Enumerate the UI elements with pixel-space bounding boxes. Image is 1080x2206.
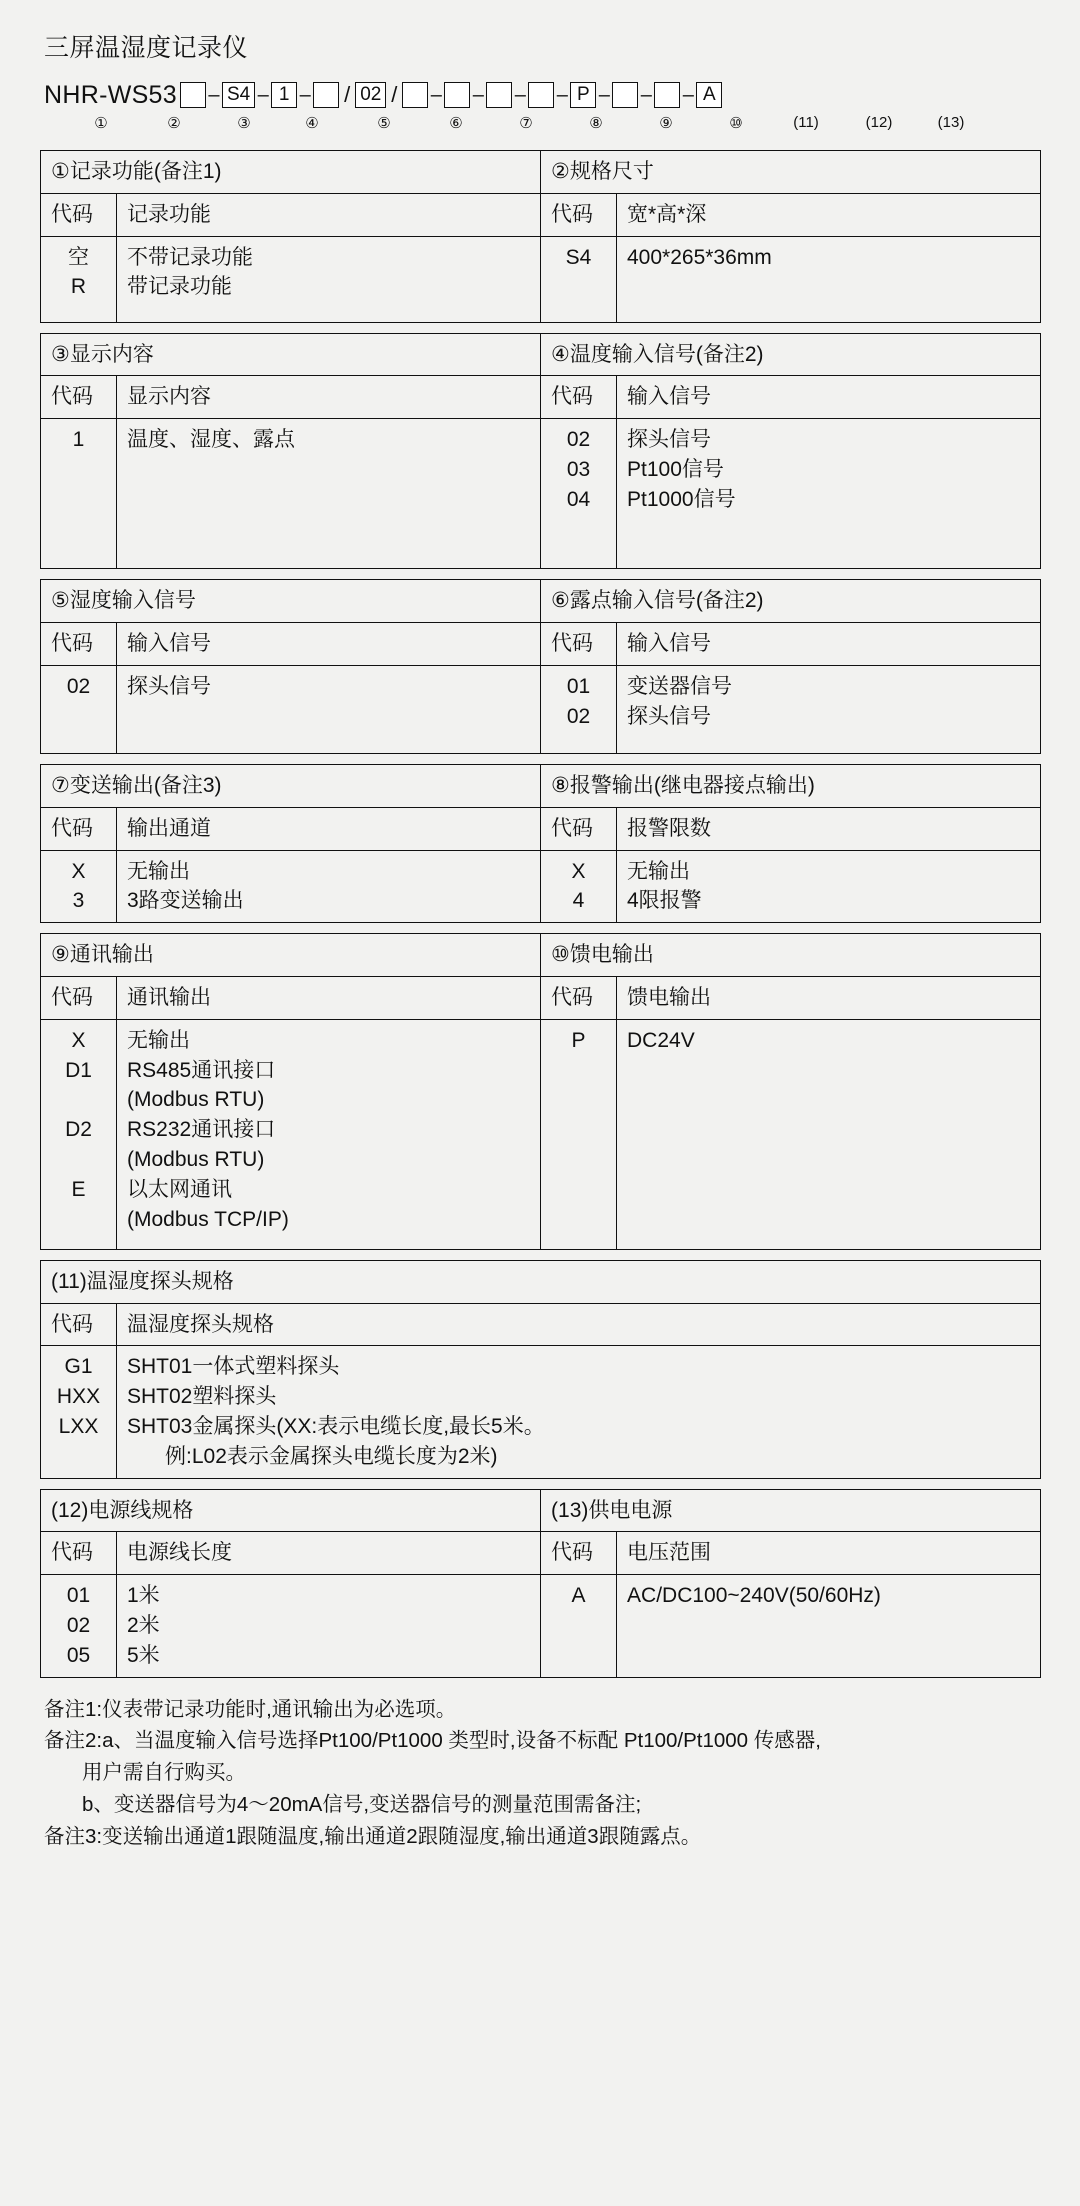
col-header-code-13: 代码 — [541, 1532, 617, 1575]
values-7: 无输出 3路变送输出 — [117, 850, 541, 923]
index-11: (11) — [793, 114, 819, 131]
table-section-5-6 — [40, 579, 1041, 754]
page-title: 三屏温湿度记录仪 — [44, 34, 249, 62]
index-10: ⑩ — [729, 115, 743, 132]
col-header-code-11: 代码 — [41, 1303, 117, 1346]
index-7: ⑦ — [519, 115, 533, 132]
section-title-7: ⑦变送输出(备注3) — [41, 764, 541, 807]
table-row — [41, 665, 1041, 753]
table-row — [41, 1346, 1041, 1478]
note-3: 备注3:变送输出通道1跟随温度,输出通道2跟随湿度,输出通道3跟随露点。 — [44, 1824, 702, 1848]
code-box-7[interactable] — [444, 82, 470, 108]
table-section-12-13 — [40, 1489, 1041, 1678]
table-section-11 — [40, 1260, 1041, 1479]
table-row — [41, 333, 1041, 376]
col-header-code-3: 代码 — [41, 376, 117, 419]
code-box-12[interactable] — [654, 82, 680, 108]
col-header-value-10: 馈电输出 — [617, 976, 1041, 1019]
table-row — [41, 623, 1041, 666]
code-box-9[interactable] — [528, 82, 554, 108]
codes-4: 02 03 04 — [541, 419, 617, 569]
code-box-4[interactable] — [313, 82, 339, 108]
index-3: ③ — [237, 115, 251, 132]
code-box-2[interactable]: S4 — [222, 82, 255, 108]
table-row — [41, 1303, 1041, 1346]
code-box-10[interactable]: P — [570, 82, 596, 108]
section-title-6: ⑥露点输入信号(备注2) — [541, 580, 1041, 623]
col-header-code-7: 代码 — [41, 807, 117, 850]
table-row — [41, 376, 1041, 419]
codes-3: 1 — [41, 419, 117, 569]
section-title-4: ④温度输入信号(备注2) — [541, 333, 1041, 376]
code-box-6[interactable] — [402, 82, 428, 108]
section-title-10: ⑩馈电输出 — [541, 934, 1041, 977]
section-title-11: (11)温湿度探头规格 — [41, 1260, 1041, 1303]
table-section-3-4 — [40, 333, 1041, 570]
values-10: DC24V — [617, 1019, 1041, 1249]
section-title-13: (13)供电电源 — [541, 1489, 1041, 1532]
table-section-7-8 — [40, 764, 1041, 923]
codes-11: G1 HXX LXX — [41, 1346, 117, 1478]
index-12: (12) — [865, 114, 893, 131]
col-header-code-1: 代码 — [41, 193, 117, 236]
index-9: ⑨ — [659, 115, 673, 132]
col-header-value-3: 显示内容 — [117, 376, 541, 419]
values-11: SHT01一体式塑料探头 SHT02塑料探头 SHT03金属探头(XX:表示电缆长度,最长5米。 例:L02表示金属探头电缆长度为2米) — [117, 1346, 1041, 1478]
table-row — [41, 419, 1041, 569]
index-4: ④ — [305, 115, 319, 132]
values-1: 不带记录功能 带记录功能 — [117, 236, 541, 322]
separator-9: – — [556, 83, 568, 106]
col-header-code-8: 代码 — [541, 807, 617, 850]
codes-6: 01 02 — [541, 665, 617, 753]
index-5: ⑤ — [377, 115, 391, 132]
values-12: 1米 2米 5米 — [117, 1575, 541, 1677]
separator-3: – — [299, 83, 311, 106]
separator-2: – — [257, 83, 269, 106]
codes-10: P — [541, 1019, 617, 1249]
col-header-value-13: 电压范围 — [617, 1532, 1041, 1575]
separator-8: – — [514, 83, 526, 106]
table-row — [41, 193, 1041, 236]
separator-10: – — [598, 83, 610, 106]
col-header-code-12: 代码 — [41, 1532, 117, 1575]
section-title-1: ①记录功能(备注1) — [41, 151, 541, 194]
col-header-value-2: 宽*高*深 — [617, 193, 1041, 236]
col-header-value-9: 通讯输出 — [117, 976, 541, 1019]
col-header-value-5: 输入信号 — [117, 623, 541, 666]
separator-6: – — [430, 83, 442, 106]
col-header-value-7: 输出通道 — [117, 807, 541, 850]
col-header-value-12: 电源线长度 — [117, 1532, 541, 1575]
separator-12: – — [682, 83, 694, 106]
table-row — [41, 934, 1041, 977]
note-1: 备注1:仪表带记录功能时,通讯输出为必选项。 — [44, 1697, 457, 1721]
values-4: 探头信号 Pt100信号 Pt1000信号 — [617, 419, 1041, 569]
code-box-8[interactable] — [486, 82, 512, 108]
values-5: 探头信号 — [117, 665, 541, 753]
table-row — [41, 236, 1041, 322]
col-header-code-10: 代码 — [541, 976, 617, 1019]
notes-block — [44, 1694, 1040, 1853]
codes-8: X 4 — [541, 850, 617, 923]
codes-2: S4 — [541, 236, 617, 322]
code-box-3[interactable]: 1 — [271, 82, 297, 108]
table-row — [41, 1575, 1041, 1677]
separator-7: – — [472, 83, 484, 106]
code-box-13[interactable]: A — [696, 82, 722, 108]
values-3: 温度、湿度、露点 — [117, 419, 541, 569]
note-2-line-2: 用户需自行购买。 — [82, 1761, 246, 1785]
table-row — [41, 850, 1041, 923]
codes-7: X 3 — [41, 850, 117, 923]
model-code-line — [44, 78, 1040, 112]
col-header-value-6: 输入信号 — [617, 623, 1041, 666]
col-header-value-1: 记录功能 — [117, 193, 541, 236]
table-section-1-2 — [40, 150, 1041, 323]
col-header-code-2: 代码 — [541, 193, 617, 236]
separator-11: – — [640, 83, 652, 106]
index-6: ⑥ — [449, 115, 463, 132]
table-row — [41, 764, 1041, 807]
table-row — [41, 807, 1041, 850]
values-2: 400*265*36mm — [617, 236, 1041, 322]
table-row — [41, 976, 1041, 1019]
values-9: 无输出 RS485通讯接口 (Modbus RTU) RS232通讯接口 (Modbus RTU) 以太网通讯 (Modbus TCP/IP) — [117, 1019, 541, 1249]
table-row — [41, 1019, 1041, 1249]
separator-1: – — [208, 83, 220, 106]
section-title-3: ③显示内容 — [41, 333, 541, 376]
table-row — [41, 1532, 1041, 1575]
codes-1: 空 R — [41, 236, 117, 322]
note-2-line-3: b、变送器信号为4～20mA信号,变送器信号的测量范围需备注; — [82, 1792, 642, 1816]
values-6: 变送器信号 探头信号 — [617, 665, 1041, 753]
codes-9: X D1 D2 E — [41, 1019, 117, 1249]
model-prefix: NHR-WS53 — [44, 80, 177, 109]
table-row — [41, 1260, 1041, 1303]
index-2: ② — [167, 115, 181, 132]
values-13: AC/DC100~240V(50/60Hz) — [617, 1575, 1041, 1677]
separator-5: / — [391, 82, 398, 107]
table-row — [41, 151, 1041, 194]
section-title-9: ⑨通讯输出 — [41, 934, 541, 977]
col-header-code-5: 代码 — [41, 623, 117, 666]
codes-12: 01 02 05 — [41, 1575, 117, 1677]
col-header-code-4: 代码 — [541, 376, 617, 419]
code-box-1[interactable] — [180, 82, 206, 108]
col-header-value-8: 报警限数 — [617, 807, 1041, 850]
index-8: ⑧ — [589, 115, 603, 132]
table-row — [41, 1489, 1041, 1532]
model-index-row — [44, 114, 1040, 140]
section-title-5: ⑤湿度输入信号 — [41, 580, 541, 623]
note-2-line-1: 备注2:a、当温度输入信号选择Pt100/Pt1000 类型时,设备不标配 Pt100/Pt1000 传感器, — [44, 1729, 821, 1753]
values-8: 无输出 4限报警 — [617, 850, 1041, 923]
col-header-value-11: 温湿度探头规格 — [117, 1303, 1041, 1346]
table-section-9-10 — [40, 933, 1041, 1250]
col-header-value-4: 输入信号 — [617, 376, 1041, 419]
code-box-11[interactable] — [612, 82, 638, 108]
codes-5: 02 — [41, 665, 117, 753]
code-box-5[interactable]: 02 — [355, 82, 386, 108]
separator-4: / — [344, 82, 351, 107]
codes-13: A — [541, 1575, 617, 1677]
col-header-code-9: 代码 — [41, 976, 117, 1019]
section-title-8: ⑧报警输出(继电器接点输出) — [541, 764, 1041, 807]
section-title-12: (12)电源线规格 — [41, 1489, 541, 1532]
section-title-2: ②规格尺寸 — [541, 151, 1041, 194]
col-header-code-6: 代码 — [541, 623, 617, 666]
index-13: (13) — [937, 114, 965, 131]
table-row — [41, 580, 1041, 623]
index-1: ① — [94, 115, 108, 132]
